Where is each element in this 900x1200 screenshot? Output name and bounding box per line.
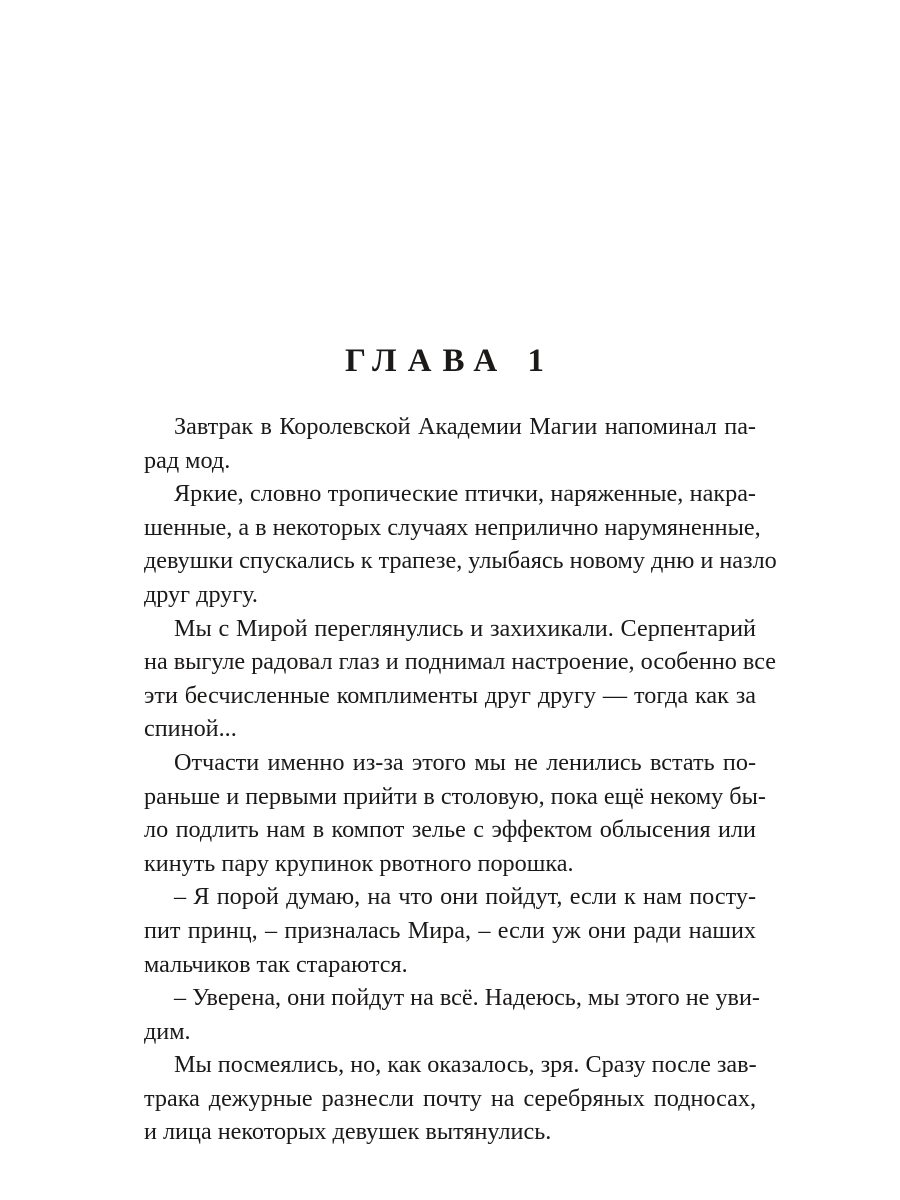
text-line: дим. — [144, 1017, 191, 1045]
text-line: спиной... — [144, 715, 237, 743]
text-line: девушки спускались к трапезе, улыбаясь новому дню и назло — [144, 547, 777, 575]
text-line: эти бесчисленные комплименты друг другу — тогда как за — [144, 681, 756, 709]
text-line: трака дежурные разнесли почту на серебряных подносах, — [144, 1084, 756, 1112]
text-line: друг другу. — [144, 580, 258, 608]
text-line: на выгуле радовал глаз и поднимал настроение, особенно все — [144, 648, 776, 676]
chapter-text — [144, 410, 777, 1149]
text-line: Мы посмеялись, но, как оказалось, зря. Сразу после зав- — [174, 1051, 757, 1079]
text-line: мальчиков так стараются. — [144, 950, 408, 978]
text-line: – Я порой думаю, на что они пойдут, если к нам посту- — [174, 883, 756, 911]
text-line: Отчасти именно из-за этого мы не ленились встать по- — [174, 748, 756, 776]
text-line: Яркие, словно тропические птички, наряженные, накра- — [174, 480, 756, 508]
text-line: Завтрак в Королевской Академии Магии напоминал па- — [174, 413, 756, 440]
text-line: раньше и первыми прийти в столовую, пока ещё некому бы- — [144, 782, 766, 810]
text-line: рад мод. — [144, 446, 231, 474]
text-line: – Уверена, они пойдут на всё. Надеюсь, мы этого не уви- — [174, 984, 760, 1012]
text-line: шенные, а в некоторых случаях неприлично нарумяненные, — [144, 513, 761, 541]
text-line: пит принц, – призналась Мира, – если уж они ради наших — [144, 916, 756, 944]
text-line: кинуть пару крупинок рвотного порошка. — [144, 849, 574, 877]
chapter-title: ГЛАВА 1 — [345, 343, 555, 379]
text-line: ло подлить нам в компот зелье с эффектом облысения или — [144, 816, 756, 844]
text-line: и лица некоторых девушек вытянулись. — [144, 1118, 552, 1146]
text-line: Мы с Мирой переглянулись и захихикали. Серпентарий — [174, 614, 756, 642]
